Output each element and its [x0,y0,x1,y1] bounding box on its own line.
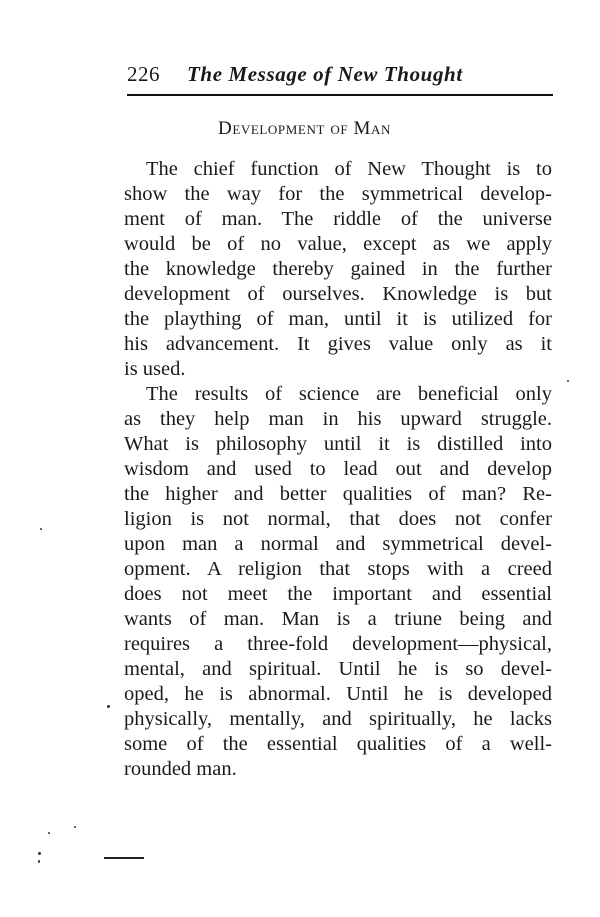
scan-speck [567,380,569,382]
text-line: wants of man. Man is a triune being and [124,608,552,630]
text-line: would be of no value, except as we apply [124,233,552,255]
section-heading: Development of Man [218,118,391,139]
text-line: is used. [124,358,186,380]
text-line: some of the essential qualities of a well- [124,733,552,755]
running-title: The Message of New Thought [187,62,463,86]
text-line: The chief function of New Thought is to [146,158,552,180]
text-line: What is philosophy until it is distilled into [124,433,552,455]
text-line: The results of science are beneficial only [146,383,552,405]
text-line: the knowledge thereby gained in the further [124,258,552,280]
scan-speck [107,705,110,708]
text-line: opment. A religion that stops with a creed [124,558,552,580]
text-line: physically, mentally, and spiritually, he lacks [124,708,552,730]
text-line: development of ourselves. Knowledge is but [124,283,552,305]
header-rule [127,94,553,96]
text-line: the plaything of man, until it is utilized for [124,308,552,330]
text-line: as they help man in his upward struggle. [124,408,552,430]
text-line: mental, and spiritual. Until he is so devel- [124,658,552,680]
scan-speck [40,528,42,530]
text-line: upon man a normal and symmetrical devel- [124,533,552,555]
scan-speck [74,826,76,828]
text-line: his advancement. It gives value only as it [124,333,552,355]
paragraph [124,157,552,382]
text-line: show the way for the symmetrical develop- [124,183,552,205]
text-line: ment of man. The riddle of the universe [124,208,552,230]
scan-speck [38,852,41,855]
scan-mark [104,857,144,859]
text-line: ligion is not normal, that does not confer [124,508,552,530]
scan-speck [48,832,50,834]
text-line: requires a three-fold development—physical, [124,633,552,655]
body-text [124,157,552,782]
page-number: 226 [127,62,160,86]
page-header [127,58,553,88]
text-line: does not meet the important and essential [124,583,552,605]
scan-speck [38,860,40,863]
text-line: rounded man. [124,758,237,780]
text-line: wisdom and used to lead out and develop [124,458,552,480]
paragraph [124,382,552,782]
text-line: the higher and better qualities of man? Re- [124,483,552,505]
text-line: oped, he is abnormal. Until he is developed [124,683,552,705]
